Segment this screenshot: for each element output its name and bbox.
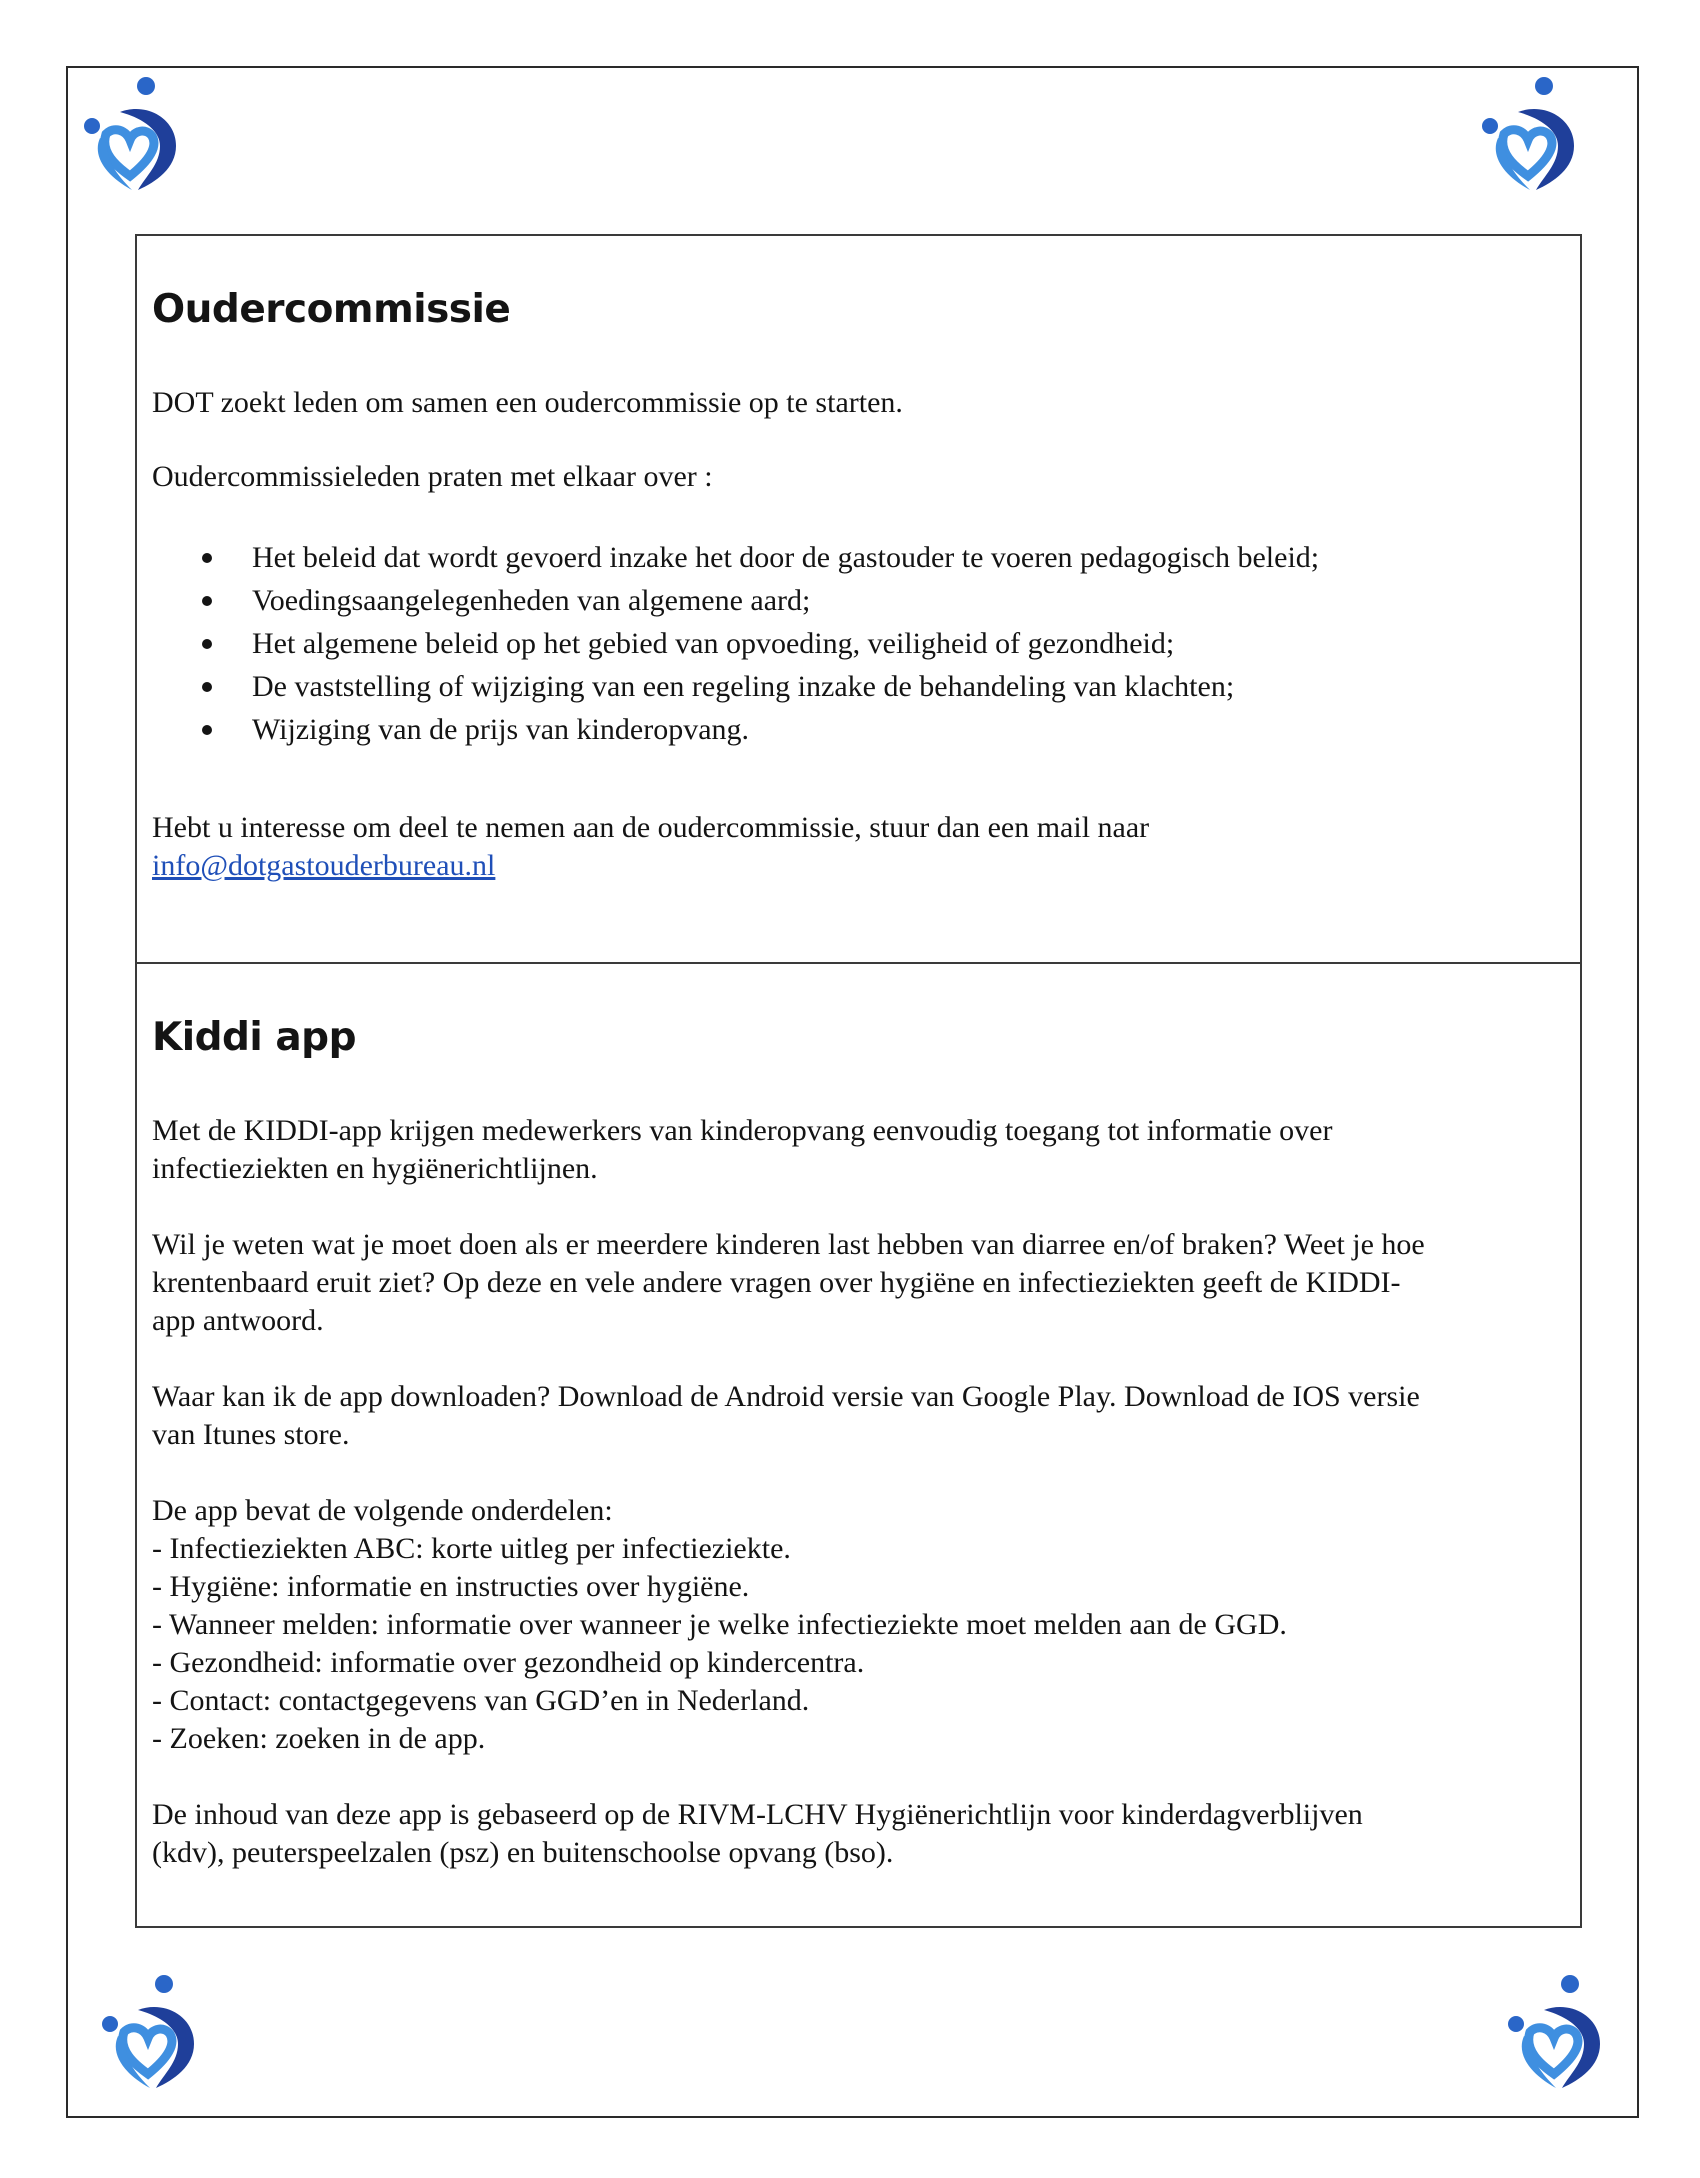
- bullet-icon: [202, 682, 212, 692]
- list-item: [152, 622, 1430, 665]
- oudercommissie-interest: [152, 809, 1430, 885]
- mother-child-heart-logo-icon: [76, 72, 188, 196]
- list-item-text: Het beleid dat wordt gevoerd inzake het door de gastouder te voeren pedagogisch beleid;: [252, 541, 1320, 574]
- mother-child-heart-logo-icon: [94, 1970, 206, 2094]
- bullet-icon: [202, 725, 212, 735]
- oudercommissie-lead: Oudercommissieleden praten met elkaar over :: [152, 460, 713, 493]
- bullet-icon: [202, 553, 212, 563]
- kiddi-title: Kiddi app: [152, 1015, 357, 1060]
- list-item-text: Wijziging van de prijs van kinderopvang.: [252, 713, 750, 746]
- mother-child-heart-logo-icon: [1474, 72, 1586, 196]
- bullet-icon: [202, 639, 212, 649]
- oudercommissie-title: Oudercommissie: [152, 287, 511, 332]
- kiddi-paragraph-1: Met de KIDDI-app krijgen medewerkers van kinderopvang eenvoudig toegang tot informatie over infectieziekten en hygiënerichtlijnen.: [152, 1114, 1333, 1185]
- interest-text: Hebt u interesse om deel te nemen aan de oudercommissie, stuur dan een mail naar: [152, 811, 1150, 844]
- list-item: - Wanneer melden: informatie over wanneer je welke infectieziekte moet melden aan de GGD.: [152, 1608, 1287, 1641]
- email-link[interactable]: info@dotgastouderbureau.nl: [152, 849, 496, 882]
- kiddi-features: [152, 1492, 1430, 1758]
- mother-child-heart-logo-icon: [1500, 1970, 1612, 2094]
- bullet-icon: [202, 596, 212, 606]
- list-item: - Zoeken: zoeken in de app.: [152, 1722, 486, 1755]
- list-item-text: Het algemene beleid op het gebied van opvoeding, veiligheid of gezondheid;: [252, 627, 1175, 660]
- list-item: - Hygiëne: informatie en instructies over hygiëne.: [152, 1570, 750, 1603]
- list-item: [152, 579, 1430, 622]
- kiddi-list-lead: De app bevat de volgende onderdelen:: [152, 1494, 613, 1527]
- list-item: - Infectieziekten ABC: korte uitleg per infectieziekte.: [152, 1532, 791, 1565]
- kiddi-app-section: [135, 962, 1582, 1928]
- list-item: [152, 708, 1430, 751]
- list-item-text: Voedingsaangelegenheden van algemene aard;: [252, 584, 811, 617]
- oudercommissie-topics-list: [152, 536, 1430, 751]
- kiddi-paragraph-2: Wil je weten wat je moet doen als er meerdere kinderen last hebben van diarree en/of braken? Weet je hoe krentenbaard eruit ziet? Op deze en vele andere vragen over hygiëne en infectieziekten geeft de KIDDI-app antwoord.: [152, 1228, 1425, 1337]
- kiddi-paragraph-4: De inhoud van deze app is gebaseerd op de RIVM-LCHV Hygiënerichtlijn voor kinderdagverblijven (kdv), peuterspeelzalen (psz) en buitenschoolse opvang (bso).: [152, 1798, 1363, 1869]
- list-item: [152, 665, 1430, 708]
- oudercommissie-intro: DOT zoekt leden om samen een oudercommissie op te starten.: [152, 386, 903, 419]
- list-item-text: De vaststelling of wijziging van een regeling inzake de behandeling van klachten;: [252, 670, 1235, 703]
- oudercommissie-section: [135, 234, 1582, 964]
- list-item: [152, 536, 1430, 579]
- kiddi-paragraph-3: Waar kan ik de app downloaden? Download de Android versie van Google Play. Download de IOS versie van Itunes store.: [152, 1380, 1420, 1451]
- list-item: - Contact: contactgegevens van GGD’en in Nederland.: [152, 1684, 810, 1717]
- list-item: - Gezondheid: informatie over gezondheid op kindercentra.: [152, 1646, 865, 1679]
